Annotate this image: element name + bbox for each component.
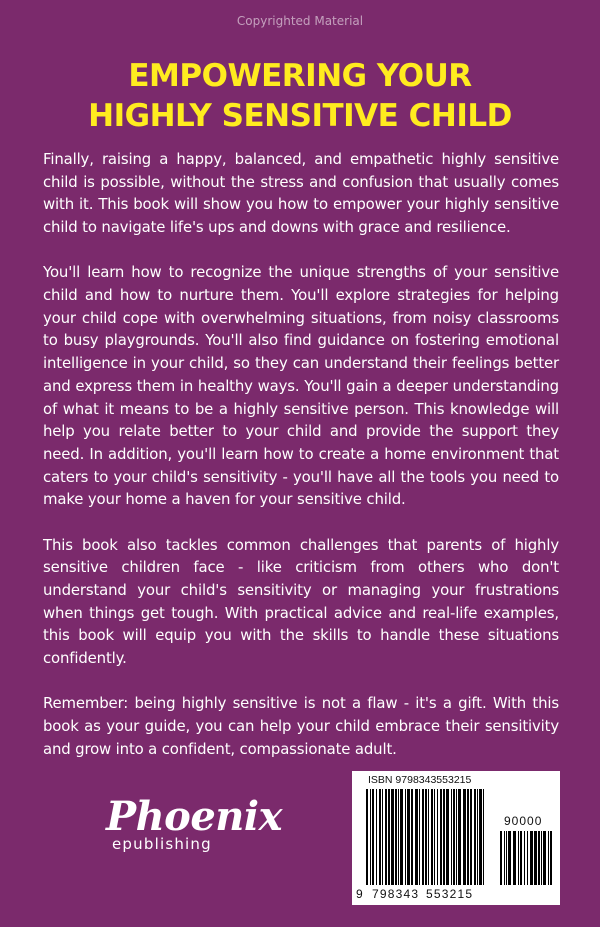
blurb-paragraph: Remember: being highly sensitive is not a flaw - it's a gift. With this book as your guide, you can help your child embrace their sensitivity and grow into a confident, compassionate adult. xyxy=(43,694,559,758)
barcode-bars xyxy=(352,771,560,905)
blurb-paragraph: Finally, raising a happy, balanced, and empathetic highly sensitive child is possible, without the stress and confusion that usually comes with it. This book will show you how to empower your highly sensitive child to navigate life's ups and downs with grace and resilience. xyxy=(43,150,559,237)
book-title-line-2: HIGHLY SENSITIVE CHILD xyxy=(88,98,512,134)
publisher-logo xyxy=(106,793,282,853)
price-code: 90000 xyxy=(504,814,543,828)
copyright-watermark-top: Copyrighted Material xyxy=(236,14,364,28)
barcode-digits-right: 553215 xyxy=(426,887,474,901)
blurb-text xyxy=(43,148,559,783)
book-title-line-1: EMPOWERING YOUR xyxy=(128,58,472,94)
barcode-digits-left: 798343 xyxy=(372,887,420,901)
blurb-paragraph: You'll learn how to recognize the unique strengths of your sensitive child and how to nurture them. You'll explore strategies for helping your child cope with overwhelming situations, from noisy classrooms to busy playgrounds. You'll also find guidance on fostering emotional intelligence in your child, so they can understand their feelings better and express them in healthy ways. You'll gain a deeper understanding of what it means to be a highly sensitive person. This knowledge will help you relate better to your child and provide the support they need. In addition, you'll learn how to create a home environment that caters to your child's sensitivity - you'll have all the tools you need to make your home a haven for your sensitive child. xyxy=(43,263,559,509)
isbn-barcode xyxy=(352,771,560,905)
book-title xyxy=(0,56,600,136)
publisher-logo-sub: epublishing xyxy=(112,835,212,853)
blurb-paragraph: This book also tackles common challenges that parents of highly sensitive children face - like criticism from others who don't understand your child's sensitivity or managing your frustrations when things get tough. With practical advice and real-life examples, this book will equip you with the skills to handle these situations confidently. xyxy=(43,535,559,668)
barcode-digit-first: 9 xyxy=(356,887,364,901)
publisher-logo-name: Phoenix xyxy=(106,793,282,840)
isbn-label: ISBN 9798343553215 xyxy=(368,774,472,786)
